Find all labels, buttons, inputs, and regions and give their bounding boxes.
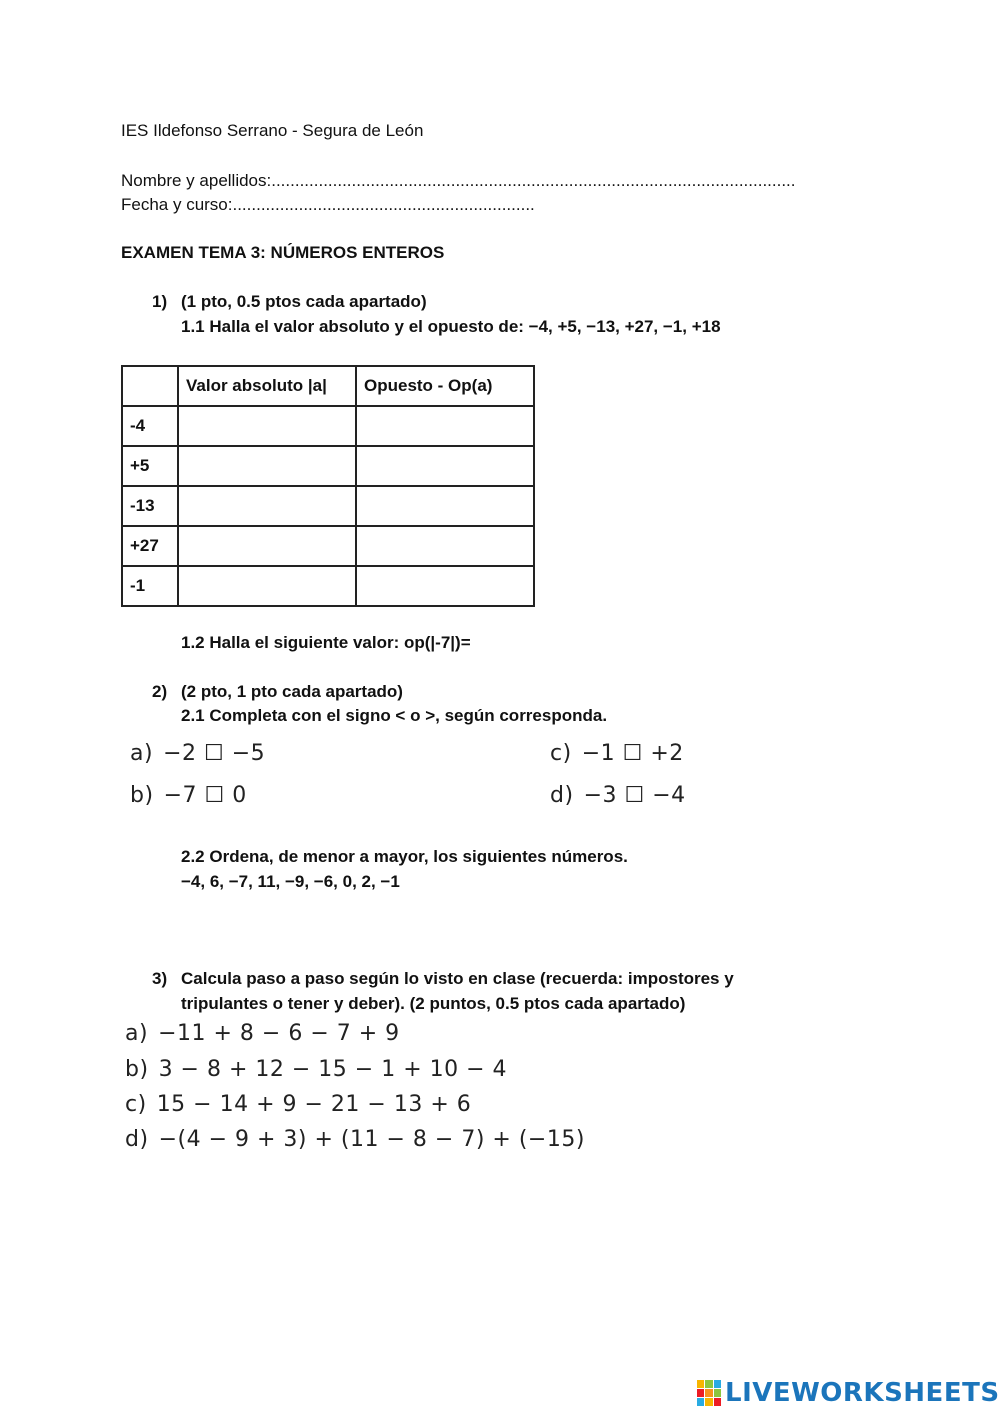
compare-item-c (550, 741, 684, 766)
q3-line2: tripulantes o tener y deber). (2 puntos, 0.5 ptos cada apartado) (181, 994, 686, 1013)
table-row (122, 486, 534, 526)
date-course-field[interactable]: Fecha y curso:................................................................ (121, 195, 535, 214)
table-row (122, 566, 534, 606)
item-label: c) (550, 741, 572, 766)
item-expression: 3 − 8 + 12 − 15 − 1 + 10 − 4 (158, 1057, 508, 1082)
q1-points: (1 pto, 0.5 ptos cada apartado) (181, 292, 427, 311)
q2-numbers: −4, 6, −7, 11, −9, −6, 0, 2, −1 (181, 872, 400, 891)
opposite-answer-cell[interactable] (356, 446, 534, 486)
table-header-cell (122, 366, 178, 406)
row-number: +27 (122, 526, 178, 566)
item-expression[interactable]: −3 ☐ −4 (583, 783, 686, 808)
q2-sub1: 2.1 Completa con el signo < o >, según corresponda. (181, 706, 608, 725)
school-name: IES Ildefonso Serrano - Segura de León (121, 121, 424, 140)
item-expression: −11 + 8 − 6 − 7 + 9 (158, 1021, 400, 1046)
row-number: +5 (122, 446, 178, 486)
q1-sub2: 1.2 Halla el siguiente valor: op(|-7|)= (181, 633, 471, 652)
opposite-answer-cell[interactable] (356, 406, 534, 446)
item-label: d) (125, 1127, 149, 1152)
table-row (122, 526, 534, 566)
compare-item-d (550, 783, 686, 808)
logo-grid-icon (697, 1380, 721, 1406)
q2-sub2: 2.2 Ordena, de menor a mayor, los siguientes números. (181, 847, 628, 866)
table-header-row (122, 366, 534, 406)
calc-item-b (125, 1057, 507, 1082)
item-expression[interactable]: −1 ☐ +2 (581, 741, 684, 766)
abs-answer-cell[interactable] (178, 526, 356, 566)
item-expression: −(4 − 9 + 3) + (11 − 8 − 7) + (−15) (158, 1127, 585, 1152)
row-number: -13 (122, 486, 178, 526)
name-field[interactable]: Nombre y apellidos:............................................................................................................... (121, 171, 796, 190)
q3-number: 3) (152, 969, 168, 988)
opposite-answer-cell[interactable] (356, 526, 534, 566)
item-expression: 15 − 14 + 9 − 21 − 13 + 6 (156, 1092, 472, 1117)
calc-item-c (125, 1092, 471, 1117)
q2-number: 2) (152, 682, 168, 701)
q1-number: 1) (152, 292, 168, 311)
row-number: -4 (122, 406, 178, 446)
abs-answer-cell[interactable] (178, 566, 356, 606)
exam-title: EXAMEN TEMA 3: NÚMEROS ENTEROS (121, 243, 445, 262)
abs-answer-cell[interactable] (178, 486, 356, 526)
q1-sub1: 1.1 Halla el valor absoluto y el opuesto de: −4, +5, −13, +27, −1, +18 (181, 317, 721, 336)
item-expression[interactable]: −2 ☐ −5 (163, 741, 266, 766)
item-label: c) (125, 1092, 147, 1117)
opposite-answer-cell[interactable] (356, 486, 534, 526)
compare-item-a (130, 741, 265, 766)
brand-name: LIVEWORKSHEETS (725, 1378, 1000, 1408)
opposite-answer-cell[interactable] (356, 566, 534, 606)
table-header-abs: Valor absoluto |a| (178, 366, 356, 406)
liveworksheets-logo (697, 1378, 1000, 1408)
compare-item-b (130, 783, 247, 808)
abs-opposite-table (121, 365, 535, 607)
abs-answer-cell[interactable] (178, 446, 356, 486)
table-row (122, 406, 534, 446)
item-expression[interactable]: −7 ☐ 0 (163, 783, 247, 808)
item-label: b) (125, 1057, 149, 1082)
calc-item-a (125, 1021, 400, 1046)
item-label: b) (130, 783, 154, 808)
table-header-opposite: Opuesto - Op(a) (356, 366, 534, 406)
calc-item-d (125, 1127, 585, 1152)
q3-line1: Calcula paso a paso según lo visto en clase (recuerda: impostores y (181, 969, 734, 988)
item-label: a) (130, 741, 154, 766)
q2-points: (2 pto, 1 pto cada apartado) (181, 682, 403, 701)
item-label: d) (550, 783, 574, 808)
item-label: a) (125, 1021, 149, 1046)
row-number: -1 (122, 566, 178, 606)
table-row (122, 446, 534, 486)
abs-answer-cell[interactable] (178, 406, 356, 446)
